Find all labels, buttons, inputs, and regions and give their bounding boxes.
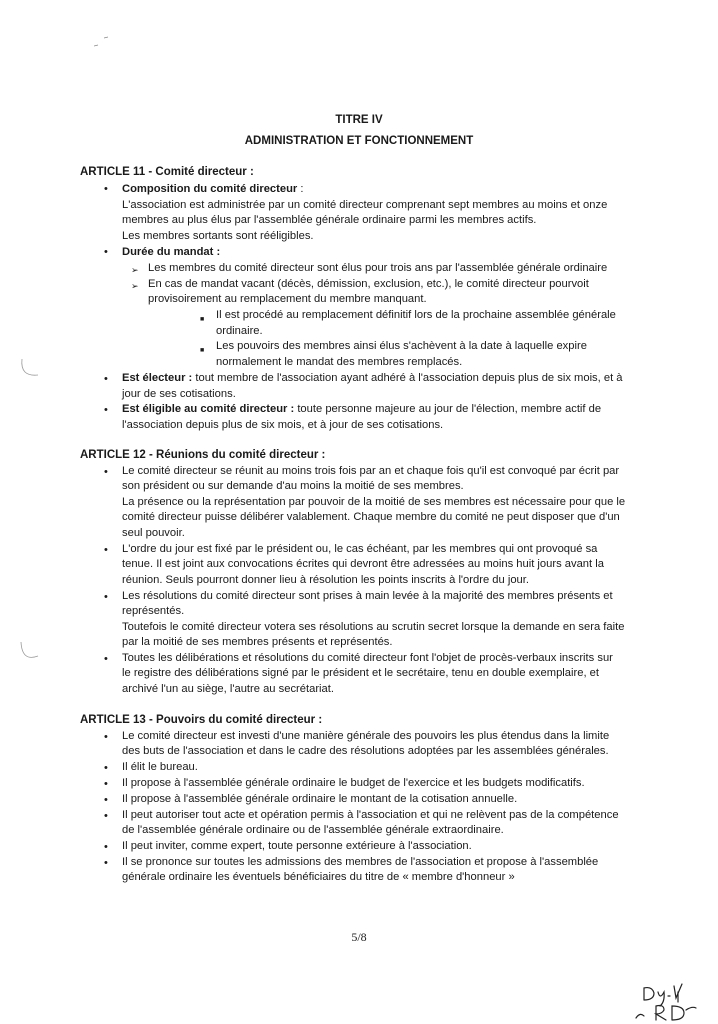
bullet: • [104, 731, 108, 743]
art12-p2-a: L'ordre du jour est fixé par le président ou, le cas échéant, par les membres qui ont provoqué sa [122, 543, 598, 555]
punch-hole-mark [18, 640, 42, 666]
bullet: • [104, 762, 108, 774]
article-13-heading: ARTICLE 13 - Pouvoirs du comité directeur : [80, 714, 323, 726]
composition-text-1: L'association est administrée par un comité directeur comprenant sept membres au moins et onze [122, 199, 608, 211]
art13-item-3: Il propose à l'assemblée générale ordinaire le budget de l'exercice et les budgets modificatifs. [122, 777, 585, 789]
duree-arrow-1: Les membres du comité directeur sont élus pour trois ans par l'assemblée générale ordinaire [148, 262, 608, 274]
art13-item-1b: des buts de l'association et dans le cadre des résolutions adoptées par les assemblées générales. [122, 745, 609, 757]
art12-p1-c: La présence ou la représentation par pouvoir de la moitié de ses membres est nécessaire pour que le [122, 496, 626, 508]
art12-p1-a: Le comité directeur se réunit au moins trois fois par an et chaque fois qu'il est convoqué par écrit par [122, 465, 620, 477]
scan-speck-marks [94, 36, 114, 50]
bullet: • [104, 404, 108, 416]
art13-item-1a: Le comité directeur est investi d'une manière générale des pouvoirs les plus étendus dans la limite [122, 730, 610, 742]
duree-sub-1b: ordinaire. [216, 325, 263, 337]
title-line-2: ADMINISTRATION ET FONCTIONNEMENT [244, 135, 474, 147]
bullet: • [104, 591, 108, 603]
art12-p4-c: archivé l'un au siège, l'autre au secrétariat. [122, 683, 334, 695]
electeur-text-b: jour de ses cotisations. [122, 388, 236, 400]
bullet: • [104, 246, 108, 258]
art13-item-4: Il propose à l'assemblée générale ordinaire le montant de la cotisation annuelle. [122, 793, 518, 805]
eligible-label: Est éligible au comité directeur : [122, 403, 295, 415]
art12-p4-b: le registre des délibérations signé par le président et le secrétaire, tenu en double exemplaire, et [122, 667, 599, 679]
duree-arrow-2a: En cas de mandat vacant (décès, démission, exclusion, etc.), le comité directeur pourvoit [148, 278, 589, 290]
arrow-bullet: ➢ [131, 265, 139, 275]
art12-p2-c: réunion. Seuls pourront donner lieu à résolution les points inscrits à l'ordre du jour. [122, 574, 529, 586]
art13-item-7b: générale ordinaire les éventuels bénéficiaires du titre de « membre d'honneur » [122, 871, 515, 883]
article-12-heading: ARTICLE 12 - Réunions du comité directeur : [80, 449, 326, 461]
art12-p3-b: représentés. [122, 605, 185, 617]
bullet: • [104, 810, 108, 822]
bullet: • [104, 373, 108, 385]
bullet: • [104, 183, 108, 195]
electeur-label: Est électeur : [122, 372, 193, 384]
bullet: • [104, 857, 108, 869]
art12-p4-a: Toutes les délibérations et résolutions du comité directeur font l'objet de procès-verbaux inscrits sur [122, 652, 613, 664]
eligible-text-b: l'association depuis plus de six mois, et à jour de ses cotisations. [122, 419, 444, 431]
duree-sub-1a: Il est procédé au remplacement définitif lors de la prochaine assemblée générale [216, 309, 616, 321]
bullet: • [104, 544, 108, 556]
art13-item-5b: de l'assemblée générale ordinaire ou de l'assemblée générale extraordinaire. [122, 824, 504, 836]
composition-heading [122, 182, 649, 198]
square-bullet: ■ [200, 316, 205, 323]
bullet: • [104, 841, 108, 853]
art12-p1-e: seul pouvoir. [122, 527, 185, 539]
bullet: • [104, 794, 108, 806]
art12-p1-d: comité directeur puisse délibérer valablement. Chaque membre du comité ne peut disposer que d'un [122, 511, 620, 523]
article-11-heading: ARTICLE 11 - Comité directeur : [80, 166, 254, 178]
art12-p1-b: son président ou sur demande d'au moins la moitié de ses membres. [122, 480, 464, 492]
eligible-text-a: toute personne majeure au jour de l'élection, membre actif de [294, 403, 602, 415]
bullet: • [104, 778, 108, 790]
duree-label: Durée du mandat : [122, 246, 221, 258]
arrow-bullet: ➢ [131, 281, 139, 291]
art13-item-5a: Il peut autoriser tout acte et opération permis à l'association et qui ne relèvent pas de la compétence [122, 809, 619, 821]
composition-text-3: Les membres sortants sont rééligibles. [122, 230, 314, 242]
art12-p3-c: Toutefois le comité directeur votera ses résolutions au scrutin secret lorsque la demande en sera faite [122, 621, 625, 633]
title-line-1: TITRE IV [335, 114, 383, 126]
electeur-text-a: tout membre de l'association ayant adhéré à l'association depuis plus de six mois, et à [192, 372, 623, 384]
handwritten-initials-signature [630, 978, 710, 1022]
duree-arrow-2b: provisoirement au remplacement du membre manquant. [148, 293, 427, 305]
art12-p3-a: Les résolutions du comité directeur sont prises à main levée à la majorité des membres présents et [122, 590, 613, 602]
composition-label: Composition du comité directeur [122, 183, 298, 195]
composition-text-2: membres au plus élus par l'assemblée générale ordinaire parmi les membres actifs. [122, 214, 537, 226]
art13-item-6: Il peut inviter, comme expert, toute personne extérieure à l'association. [122, 840, 472, 852]
eligible-line-a [122, 402, 649, 418]
bullet: • [104, 653, 108, 665]
duree-sub-2a: Les pouvoirs des membres ainsi élus s'achèvent à la date à laquelle expire [216, 340, 587, 352]
composition-colon: : [297, 183, 304, 195]
page-number: 5/8 [351, 930, 367, 944]
art13-item-2: Il élit le bureau. [122, 761, 198, 773]
art12-p2-b: tenue. Il est joint aux convocations écrites qui devront être adressées au moins huit jours avant la [122, 558, 604, 570]
square-bullet: ■ [200, 347, 205, 354]
art12-p3-d: par la moitié de ses membres présents et représentés. [122, 636, 393, 648]
electeur-line-a [122, 371, 649, 387]
punch-hole-mark [18, 355, 42, 383]
bullet: • [104, 466, 108, 478]
art13-item-7a: Il se prononce sur toutes les admissions des membres de l'association et propose à l'assemblée [122, 856, 599, 868]
duree-sub-2b: normalement le mandat des membres remplacés. [216, 356, 463, 368]
